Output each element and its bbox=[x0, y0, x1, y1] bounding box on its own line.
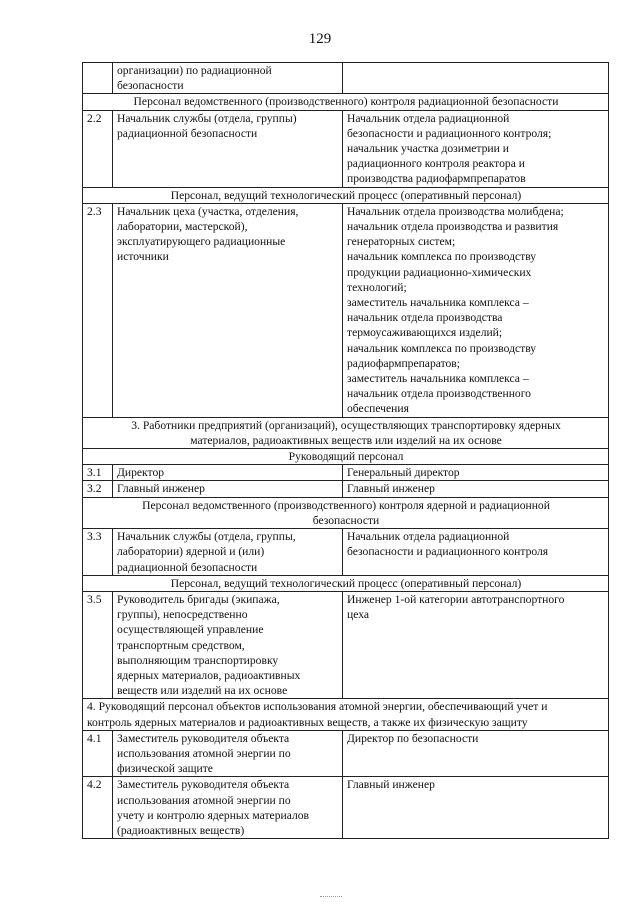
section-heading bbox=[83, 417, 609, 448]
position-line: группы), непосредственно bbox=[117, 608, 248, 622]
position-line: Начальник службы (отдела, группы, bbox=[117, 530, 296, 544]
position-line: лаборатории) ядерной и (или) bbox=[117, 545, 265, 559]
position-line: радиационной безопасности bbox=[117, 560, 258, 574]
equivalent-cell: Генеральный директор bbox=[343, 465, 609, 481]
row-number: 2.3 bbox=[83, 203, 113, 417]
equivalent-cell bbox=[343, 110, 609, 187]
position-line: безопасности bbox=[117, 79, 184, 93]
equivalent-cell bbox=[343, 591, 609, 698]
equivalent-line: радиационного контроля реактора и bbox=[347, 157, 525, 171]
equivalent-line: безопасности и радиационного контроля; bbox=[347, 126, 552, 140]
row-number: 3.3 bbox=[83, 529, 113, 576]
position-line: осуществляющей управление bbox=[117, 623, 264, 637]
equivalent-line: обеспечения bbox=[347, 402, 409, 416]
position-line: эксплуатирующего радиационные bbox=[117, 235, 286, 249]
row-number: 4.2 bbox=[83, 777, 113, 839]
section-row bbox=[83, 449, 609, 465]
row-number: 2.2 bbox=[83, 110, 113, 187]
equivalent-line: Начальник отдела радиационной bbox=[347, 111, 510, 125]
table-row bbox=[83, 591, 609, 698]
table-row bbox=[83, 730, 609, 777]
equivalent-line: производства радиофармпрепаратов bbox=[347, 172, 526, 186]
table-row bbox=[83, 110, 609, 187]
section-heading-line: безопасности bbox=[312, 513, 380, 527]
table-row bbox=[83, 203, 609, 417]
position-line: использования атомной энергии по bbox=[117, 793, 291, 807]
position-line: физической защите bbox=[117, 762, 213, 776]
row-number: 3.1 bbox=[83, 465, 113, 481]
equivalent-line: Главный инженер bbox=[347, 778, 435, 792]
equivalent-line: заместитель начальника комплекса – bbox=[347, 296, 529, 310]
section-heading-line: 3. Работники предприятий (организаций), осуществляющих транспортировку ядерных bbox=[131, 418, 561, 432]
position-line: организации) по радиационной bbox=[117, 64, 272, 77]
row-number: 4.1 bbox=[83, 730, 113, 777]
section-row bbox=[83, 417, 609, 448]
equivalent-line: радиофармпрепаратов; bbox=[347, 356, 461, 370]
equivalent-line: Директор по безопасности bbox=[347, 731, 479, 745]
position-cell bbox=[113, 529, 343, 576]
position-line: использования атомной энергии по bbox=[117, 746, 291, 760]
section-heading-line: контроль ядерных материалов и радиоактивных веществ, а также их физическую защиту bbox=[87, 715, 528, 729]
equivalent-cell bbox=[343, 730, 609, 777]
position-line: ядерных материалов, радиоактивных bbox=[117, 668, 301, 682]
equivalent-line: начальник участка дозиметрии и bbox=[347, 142, 509, 156]
equivalent-cell: Главный инженер bbox=[343, 481, 609, 497]
position-line: транспортным средством, bbox=[117, 638, 245, 652]
equivalent-line: технологий; bbox=[347, 280, 407, 294]
section-row bbox=[83, 94, 609, 110]
table-row bbox=[83, 777, 609, 839]
equivalent-line: безопасности и радиационного контроля bbox=[347, 545, 549, 559]
position-cell bbox=[113, 777, 343, 839]
equivalent-line: термоусаживающихся изделий; bbox=[347, 326, 503, 340]
table-row bbox=[83, 465, 609, 481]
equivalent-line: начальник отдела производственного bbox=[347, 387, 531, 401]
row-number bbox=[83, 63, 113, 94]
section-row bbox=[83, 497, 609, 528]
section-heading bbox=[83, 699, 609, 730]
equivalent-line: Начальник отдела радиационной bbox=[347, 530, 510, 544]
table-row bbox=[83, 481, 609, 497]
equivalent-line: Инженер 1-ой категории автотранспортного bbox=[347, 592, 565, 606]
section-row bbox=[83, 187, 609, 203]
position-line: учету и контролю ядерных материалов bbox=[117, 808, 310, 822]
equivalent-line: начальник комплекса по производству bbox=[347, 250, 537, 264]
section-heading-line: Персонал ведомственного (производственного) контроля ядерной и радиационной bbox=[142, 498, 550, 512]
row-number: 3.2 bbox=[83, 481, 113, 497]
position-line: выполняющим транспортировку bbox=[117, 653, 279, 667]
equivalent-line: начальник отдела производства и развития bbox=[347, 220, 559, 234]
position-cell: Директор bbox=[113, 465, 343, 481]
position-line: радиационной безопасности bbox=[117, 126, 258, 140]
position-cell bbox=[113, 203, 343, 417]
section-row bbox=[83, 575, 609, 591]
section-heading: Руководящий персонал bbox=[83, 449, 609, 465]
position-line: Начальник службы (отдела, группы) bbox=[117, 111, 297, 125]
position-cell bbox=[113, 110, 343, 187]
position-line: Заместитель руководителя объекта bbox=[117, 778, 290, 792]
table-row bbox=[83, 529, 609, 576]
position-line: (радиоактивных веществ) bbox=[117, 823, 245, 837]
positions-table bbox=[82, 62, 609, 839]
equivalent-cell bbox=[343, 203, 609, 417]
equivalent-cell bbox=[343, 63, 609, 94]
position-line: Заместитель руководителя объекта bbox=[117, 731, 290, 745]
position-cell: Главный инженер bbox=[113, 481, 343, 497]
equivalent-line: генераторных систем; bbox=[347, 235, 456, 249]
position-line: веществ или изделий на их основе bbox=[117, 684, 288, 698]
section-heading: Персонал, ведущий технологический процесс (оперативный персонал) bbox=[83, 187, 609, 203]
section-row bbox=[83, 699, 609, 730]
row-number: 3.5 bbox=[83, 591, 113, 698]
section-heading: Персонал ведомственного (производственного) контроля радиационной безопасности bbox=[83, 94, 609, 110]
position-line: источники bbox=[117, 250, 169, 264]
table-row bbox=[83, 63, 609, 94]
section-heading: Персонал, ведущий технологический процесс (оперативный персонал) bbox=[83, 575, 609, 591]
equivalent-line: Начальник отдела производства молибдена; bbox=[347, 204, 564, 218]
equivalent-line: продукции радиационно-химических bbox=[347, 265, 532, 279]
position-line: Руководитель бригады (экипажа, bbox=[117, 592, 280, 606]
equivalent-line: цеха bbox=[347, 608, 369, 622]
position-cell bbox=[113, 730, 343, 777]
section-heading-line: материалов, радиоактивных веществ или изделий на их основе bbox=[190, 433, 502, 447]
equivalent-cell bbox=[343, 777, 609, 839]
equivalent-line: начальник отдела производства bbox=[347, 311, 503, 325]
position-line: лаборатории, мастерской), bbox=[117, 220, 248, 234]
position-cell bbox=[113, 63, 343, 94]
equivalent-cell bbox=[343, 529, 609, 576]
scan-mark bbox=[320, 896, 342, 899]
section-heading-line: 4. Руководящий персонал объектов использования атомной энергии, обеспечивающий учет и bbox=[87, 700, 548, 714]
section-heading bbox=[83, 497, 609, 528]
page-number: 129 bbox=[308, 31, 332, 47]
position-line: Начальник цеха (участка, отделения, bbox=[117, 204, 299, 218]
equivalent-line: начальник комплекса по производству bbox=[347, 341, 537, 355]
position-cell bbox=[113, 591, 343, 698]
equivalent-line: заместитель начальника комплекса – bbox=[347, 372, 529, 386]
